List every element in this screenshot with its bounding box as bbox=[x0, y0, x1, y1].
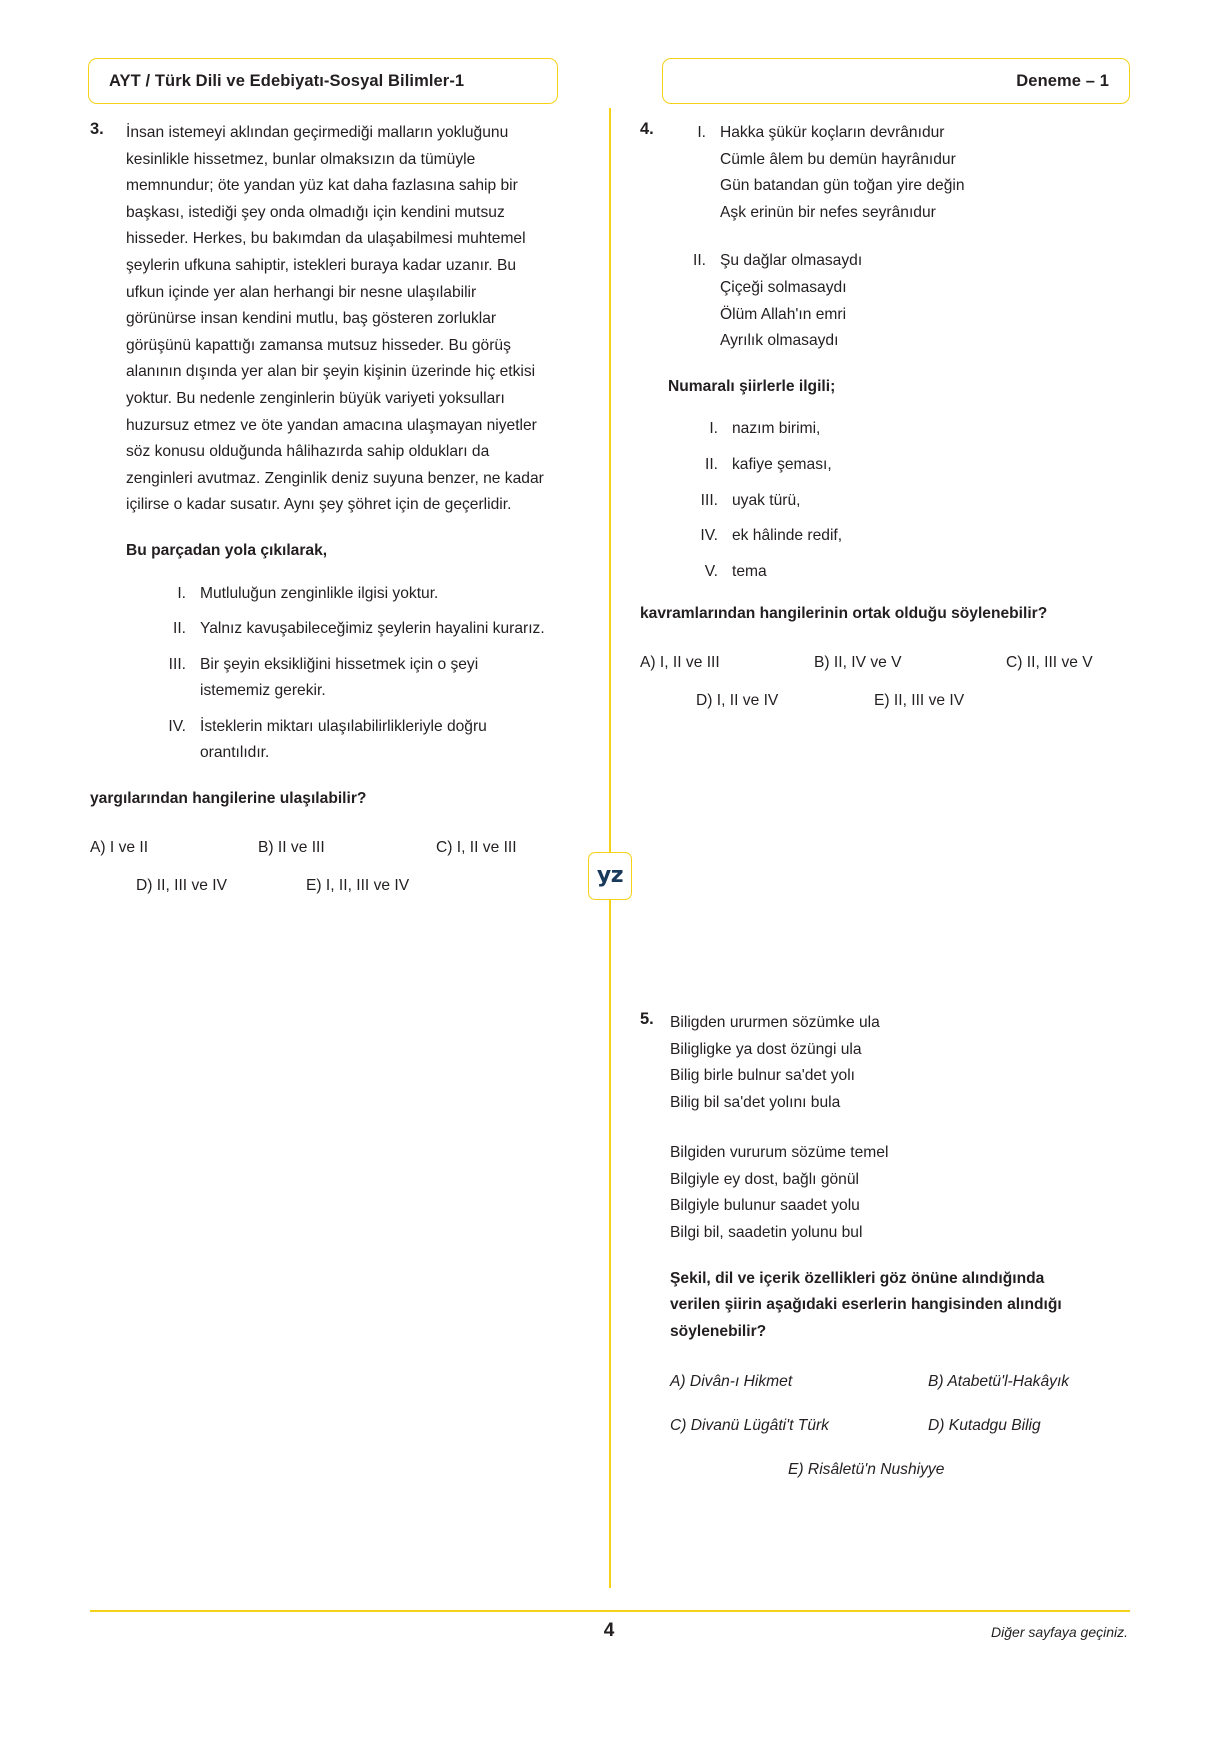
item-text: İsteklerin miktarı ulaşılabilirlikleriyle doğru orantılıdır. bbox=[200, 717, 487, 762]
option-c[interactable]: C) II, III ve V bbox=[1006, 653, 1093, 671]
list-item bbox=[680, 452, 1095, 479]
question-5-options bbox=[670, 1369, 1095, 1483]
footer-divider bbox=[90, 1610, 1130, 1612]
page-header bbox=[88, 58, 1130, 106]
list-item bbox=[148, 581, 545, 608]
item-numeral: I. bbox=[177, 584, 186, 602]
option-b[interactable]: B) II ve III bbox=[258, 838, 325, 856]
poem-line: Biligden ururmen sözümke ula bbox=[670, 1013, 880, 1031]
left-column bbox=[90, 120, 545, 911]
poem-line: Bilig birle bulnur sa'det yolı bbox=[670, 1067, 856, 1085]
item-numeral: IV. bbox=[700, 527, 718, 545]
verse-line: Gün batandan gün toğan yire değin bbox=[720, 177, 965, 195]
item-text: Bir şeyin eksikliğini hissetmek için o şeyi istememiz gerekir. bbox=[200, 655, 479, 700]
verse-line: Ölüm Allah'ın emri bbox=[720, 305, 847, 323]
option-e[interactable]: E) Risâletü'n Nushiyye bbox=[788, 1461, 945, 1479]
verse-line bbox=[668, 120, 1095, 147]
poem-line: Bilig bil sa'det yolını bula bbox=[670, 1093, 841, 1111]
option-e[interactable]: E) II, III ve IV bbox=[874, 691, 965, 709]
option-b[interactable]: B) Atabetü'l-Hakâyık bbox=[928, 1373, 1070, 1391]
option-e[interactable]: E) I, II, III ve IV bbox=[306, 876, 410, 894]
question-4-prompt: kavramlarından hangilerinin ortak olduğu söylenebilir? bbox=[640, 605, 1048, 623]
column-divider bbox=[609, 108, 611, 1588]
question-4 bbox=[640, 120, 1095, 585]
verse-line bbox=[668, 248, 1095, 275]
exam-trial-label: Deneme – 1 bbox=[1016, 71, 1109, 90]
item-numeral: II. bbox=[705, 455, 718, 473]
poem-line: Bilgiyle bulunur saadet yolu bbox=[670, 1197, 860, 1215]
item-numeral: II. bbox=[173, 620, 186, 638]
list-item bbox=[680, 559, 1095, 586]
option-c[interactable]: C) Divanü Lügâti't Türk bbox=[670, 1417, 829, 1435]
verse-line: Aşk erinün bir nefes seyrânıdur bbox=[720, 203, 936, 221]
question-5-poem-1 bbox=[670, 1010, 1095, 1116]
verse-numeral: I. bbox=[697, 124, 706, 141]
item-numeral: III. bbox=[700, 491, 718, 509]
question-3-content bbox=[126, 538, 545, 767]
question-4-verse-1 bbox=[668, 120, 1095, 226]
option-c[interactable]: C) I, II ve III bbox=[436, 838, 517, 856]
question-4-lead: Numaralı şiirlerle ilgili; bbox=[668, 377, 836, 395]
poem-line: Biligligke ya dost özüngi ula bbox=[670, 1040, 862, 1058]
verse-text: Şu dağlar olmasaydı bbox=[720, 252, 863, 270]
item-text: Yalnız kavuşabileceğimiz şeylerin hayalini kurarız. bbox=[200, 620, 545, 638]
item-text: ek hâlinde redif, bbox=[732, 527, 843, 545]
question-3-number: 3. bbox=[90, 120, 104, 138]
question-5 bbox=[640, 1010, 1095, 1484]
list-item bbox=[680, 523, 1095, 550]
item-text: kafiye şeması, bbox=[732, 455, 832, 473]
question-3-prompt: yargılarından hangilerine ulaşılabilir? bbox=[90, 790, 367, 808]
item-text: Mutluluğun zenginlikle ilgisi yoktur. bbox=[200, 584, 439, 602]
option-d[interactable]: D) I, II ve IV bbox=[696, 691, 779, 709]
list-item bbox=[148, 714, 545, 767]
option-a[interactable]: A) I, II ve III bbox=[640, 653, 720, 671]
verse-line: Cümle âlem bu demün hayrânıdur bbox=[720, 150, 956, 168]
question-5-number: 5. bbox=[640, 1009, 654, 1028]
question-3-items bbox=[148, 581, 545, 768]
exam-title: AYT / Türk Dili ve Edebiyatı-Sosyal Bilimler-1 bbox=[109, 71, 465, 90]
list-item bbox=[680, 416, 1095, 443]
list-item bbox=[680, 488, 1095, 515]
header-left-box bbox=[88, 58, 558, 104]
option-a[interactable]: A) I ve II bbox=[90, 838, 149, 856]
option-a[interactable]: A) Divân-ı Hikmet bbox=[670, 1373, 793, 1391]
question-4-options bbox=[640, 650, 1095, 714]
verse-line: Çiçeği solmasaydı bbox=[720, 278, 847, 296]
poem-line: Bilgi bil, saadetin yolunu bul bbox=[670, 1224, 863, 1242]
yz-logo bbox=[588, 852, 632, 900]
page-number: 4 bbox=[603, 1620, 615, 1641]
question-3-paragraph: İnsan istemeyi aklından geçirmediği malların yokluğunu kesinlikle hissetmez, bunlar olmaksızın da tümüyle memnundur; öte yandan yüz kat daha fazlasına sahip bir başkası, istediği şey onda olmadığı için kendini mutsuz hisseder. Herkes, bu bakımdan da ulaşabilmesi muhtemel şeylerin ufkuna sahiptir, istekleri buraya kadar uzanır. Bu ufkun içinde yer alan herhangi bir nesne ulaşılabilir görünürse insan kendini mutlu, baş gösteren zorluklar görüşünü kapattığı zamansa mutsuz hisseder. Bu görüş alanının dışında yer alan bir şeyin kişinin üzerinde hiç etkisi yoktur. Bu nedenle zenginlerin büyük variyeti yoksulları huzursuz etmez ve öte yandan amacına ulaşmayan niyetler söz konusu olduğunda hâlihazırda sahip oldukları da zenginleri avutmaz. Zenginlik deniz suyuna benzer, ne kadar içilirse o kadar susatır. Aynı şey şöhret için de geçerlidir. bbox=[126, 124, 544, 514]
yz-logo-text: yz bbox=[596, 863, 624, 888]
header-right-box bbox=[662, 58, 1130, 104]
list-item bbox=[148, 652, 545, 705]
question-4-number: 4. bbox=[640, 120, 654, 138]
question-5-prompt: Şekil, dil ve içerik özellikleri göz önüne alındığında verilen şiirin aşağıdaki eserlerin hangisinden alındığı söylenebilir? bbox=[670, 1269, 1062, 1340]
list-item bbox=[148, 616, 545, 643]
verse-text: Hakka şükür koçların devrânıdur bbox=[720, 124, 945, 141]
option-d[interactable]: D) II, III ve IV bbox=[136, 876, 227, 894]
question-4-items bbox=[680, 416, 1095, 585]
item-numeral: IV. bbox=[168, 717, 186, 735]
question-3-lead: Bu parçadan yola çıkılarak, bbox=[126, 541, 328, 559]
item-text: uyak türü, bbox=[732, 491, 801, 509]
right-column bbox=[640, 120, 1095, 1501]
poem-line: Bilgiyle ey dost, bağlı gönül bbox=[670, 1170, 859, 1188]
verse-numeral: II. bbox=[693, 252, 706, 270]
item-numeral: V. bbox=[704, 562, 718, 580]
item-text: tema bbox=[732, 562, 767, 580]
option-d[interactable]: D) Kutadgu Bilig bbox=[928, 1417, 1041, 1435]
verse-line: Ayrılık olmasaydı bbox=[720, 332, 839, 350]
question-4-verse-2 bbox=[668, 248, 1095, 354]
item-text: nazım birimi, bbox=[732, 420, 821, 438]
option-b[interactable]: B) II, IV ve V bbox=[814, 653, 902, 671]
question-3 bbox=[90, 120, 545, 519]
poem-line: Bilgiden vururum sözüme temel bbox=[670, 1144, 889, 1162]
question-3-options bbox=[90, 835, 545, 899]
item-numeral: I. bbox=[709, 420, 718, 438]
question-5-poem-2 bbox=[670, 1140, 1095, 1246]
footer-note: Diğer sayfaya geçiniz. bbox=[991, 1624, 1128, 1640]
item-numeral: III. bbox=[168, 655, 186, 673]
